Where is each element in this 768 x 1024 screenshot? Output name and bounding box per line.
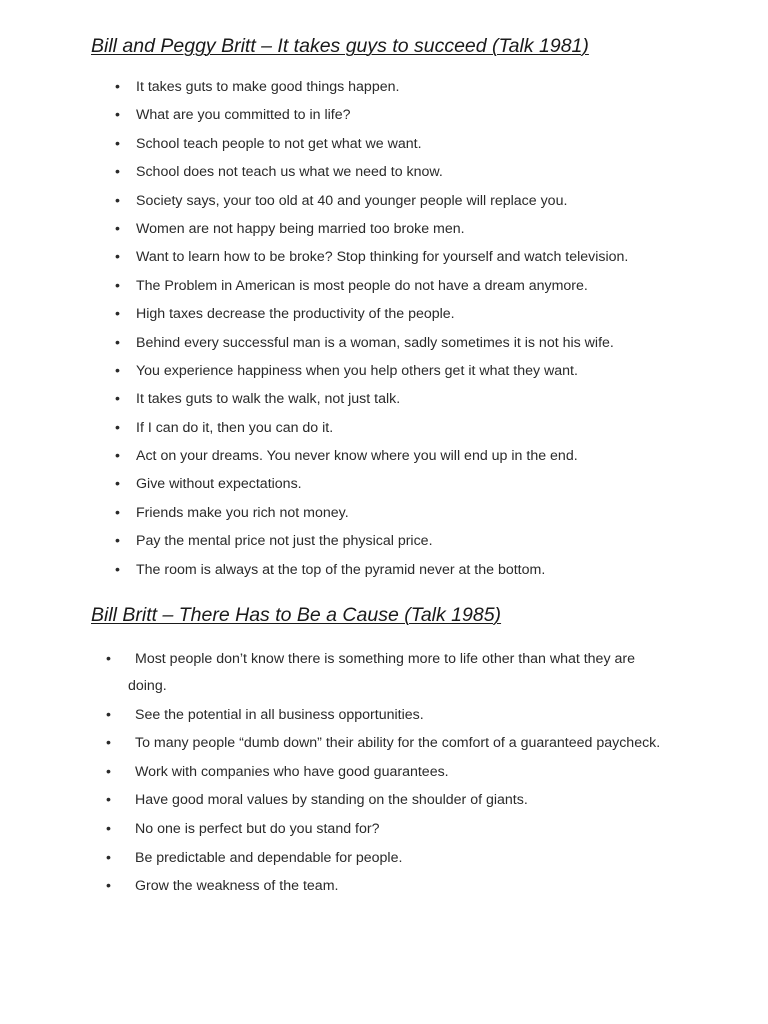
list-item bbox=[115, 333, 696, 361]
list-item-text: Friends make you rich not money. bbox=[136, 504, 349, 521]
list-item-text: Grow the weakness of the team. bbox=[135, 878, 339, 895]
list-item-text: School teach people to not get what we want. bbox=[136, 135, 422, 152]
list-item-text: Society says, your too old at 40 and younger people will replace you. bbox=[136, 192, 568, 209]
section-2-heading: Bill Britt – There Has to Be a Cause (Talk 1985) bbox=[91, 604, 502, 626]
bullet-icon: • bbox=[115, 504, 120, 521]
bullet-icon: • bbox=[115, 135, 120, 152]
list-item bbox=[115, 418, 696, 446]
list-item bbox=[115, 162, 696, 190]
bullet-icon: • bbox=[115, 277, 120, 294]
list-item bbox=[115, 531, 696, 559]
list-item-text: School does not teach us what we need to know. bbox=[136, 164, 443, 181]
list-item-text: Pay the mental price not just the physical price. bbox=[136, 533, 433, 550]
bullet-icon: • bbox=[106, 763, 111, 780]
bullet-icon: • bbox=[106, 651, 111, 667]
list-item-text: See the potential in all business opportunities. bbox=[135, 706, 424, 723]
list-item bbox=[106, 730, 688, 757]
list-item-text: What are you committed to in life? bbox=[136, 107, 351, 124]
bullet-icon: • bbox=[115, 391, 120, 408]
list-item-text: Want to learn how to be broke? Stop thinking for yourself and watch television. bbox=[136, 249, 629, 266]
bullet-icon: • bbox=[115, 476, 120, 493]
bullet-icon: • bbox=[115, 192, 120, 209]
list-item-text: No one is perfect but do you stand for? bbox=[135, 820, 380, 837]
list-item bbox=[115, 105, 696, 133]
list-item bbox=[115, 304, 696, 332]
bullet-icon: • bbox=[115, 561, 120, 578]
list-item bbox=[115, 134, 696, 162]
list-item bbox=[115, 389, 696, 417]
list-item-text: High taxes decrease the productivity of the people. bbox=[136, 306, 455, 323]
list-item bbox=[115, 276, 696, 304]
list-item-text: If I can do it, then you can do it. bbox=[136, 419, 334, 436]
list-item bbox=[106, 702, 688, 729]
bullet-icon: • bbox=[115, 306, 120, 323]
section-1-list bbox=[115, 77, 696, 588]
bullet-icon: • bbox=[106, 849, 111, 866]
bullet-icon: • bbox=[106, 706, 111, 723]
list-item-text: Behind every successful man is a woman, sadly sometimes it is not his wife. bbox=[136, 334, 614, 351]
list-item bbox=[115, 560, 696, 588]
bullet-icon: • bbox=[106, 820, 111, 837]
list-item-text: It takes guts to walk the walk, not just talk. bbox=[136, 391, 401, 408]
list-item-text: Most people don’t know there is something more to life other than what they are doing. bbox=[128, 651, 635, 694]
list-item-text: Women are not happy being married too broke men. bbox=[136, 220, 465, 237]
bullet-icon: • bbox=[115, 164, 120, 181]
list-item bbox=[115, 446, 696, 474]
list-item bbox=[106, 816, 688, 843]
bullet-icon: • bbox=[115, 334, 120, 351]
bullet-icon: • bbox=[106, 878, 111, 895]
bullet-icon: • bbox=[115, 107, 120, 124]
list-item bbox=[115, 77, 696, 105]
bullet-icon: • bbox=[115, 362, 120, 379]
list-item-text: Act on your dreams. You never know where you will end up in the end. bbox=[136, 448, 578, 465]
bullet-icon: • bbox=[115, 533, 120, 550]
list-item-text: The Problem in American is most people do not have a dream anymore. bbox=[136, 277, 588, 294]
list-item-text: Work with companies who have good guarantees. bbox=[135, 763, 449, 780]
list-item-text: Be predictable and dependable for people. bbox=[135, 849, 403, 866]
list-item-text: It takes guts to make good things happen. bbox=[136, 79, 400, 95]
bullet-icon: • bbox=[115, 448, 120, 465]
list-item bbox=[115, 247, 696, 275]
list-item-text: Have good moral values by standing on the shoulder of giants. bbox=[135, 792, 528, 809]
list-item bbox=[115, 503, 696, 531]
bullet-icon: • bbox=[115, 220, 120, 237]
bullet-icon: • bbox=[115, 79, 120, 95]
list-item-text: The room is always at the top of the pyramid never at the bottom. bbox=[136, 561, 546, 578]
list-item-text: Give without expectations. bbox=[136, 476, 302, 493]
section-2-list bbox=[106, 646, 688, 902]
list-item-text: You experience happiness when you help others get it what they want. bbox=[136, 362, 578, 379]
bullet-icon: • bbox=[115, 249, 120, 266]
bullet-icon: • bbox=[106, 792, 111, 809]
list-item bbox=[106, 873, 688, 900]
list-item bbox=[106, 845, 688, 872]
list-item bbox=[115, 219, 696, 247]
list-item bbox=[106, 646, 688, 700]
list-item bbox=[115, 361, 696, 389]
list-item bbox=[106, 787, 688, 814]
list-item bbox=[106, 759, 688, 786]
list-item-text: To many people “dumb down” their ability for the comfort of a guaranteed paycheck. bbox=[135, 735, 661, 752]
section-1-heading: Bill and Peggy Britt – It takes guys to succeed (Talk 1981) bbox=[91, 35, 589, 57]
bullet-icon: • bbox=[106, 735, 111, 752]
list-item bbox=[115, 191, 696, 219]
bullet-icon: • bbox=[115, 419, 120, 436]
list-item bbox=[115, 474, 696, 502]
